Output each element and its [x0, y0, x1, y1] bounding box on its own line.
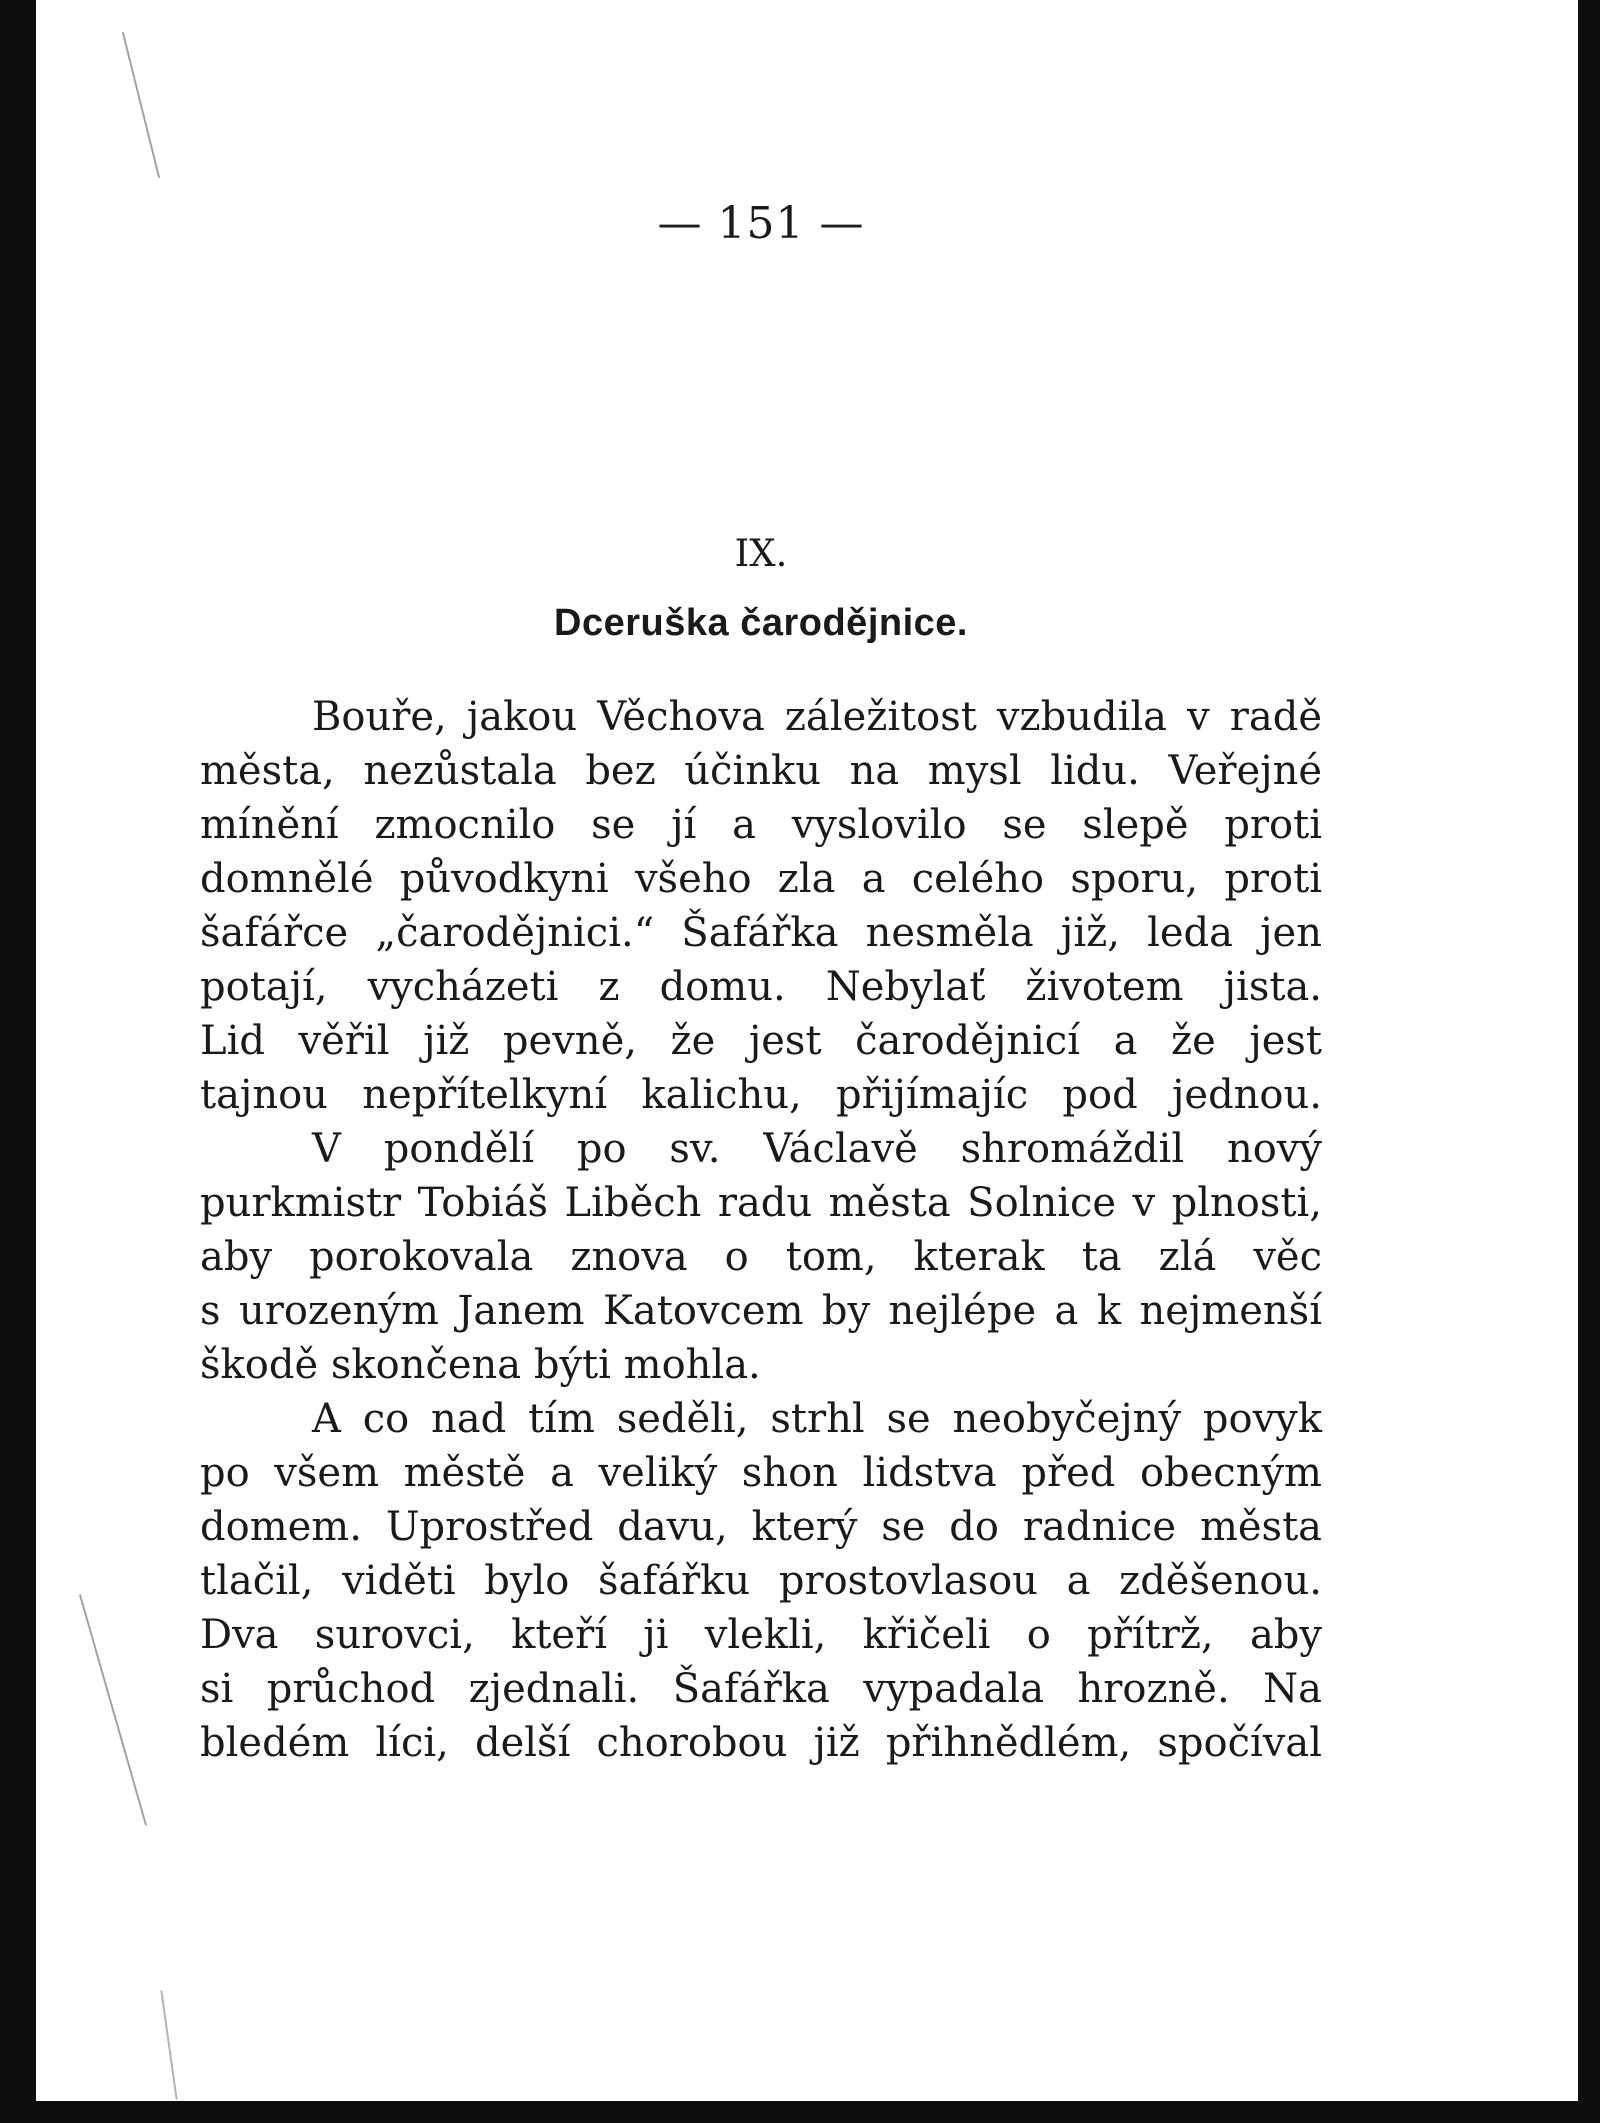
- text-line: Lid věřil již pevně, že jest čarodějnicí a že jest: [200, 1018, 1322, 1064]
- text-line: domnělé původkyni všeho zla a celého sporu, proti: [200, 856, 1322, 902]
- text-line: si průchod zjednali. Šafářka vypadala hrozně. Na: [200, 1666, 1322, 1712]
- text-line: mínění zmocnilo se jí a vyslovilo se slepě proti: [200, 802, 1322, 848]
- scan-border-left: [0, 0, 36, 2123]
- text-line: škodě skončena býti mohla.: [200, 1342, 761, 1388]
- text-line: tlačil, viděti bylo šafářku prostovlasou a zděšenou.: [200, 1558, 1322, 1604]
- text-line: Dva surovci, kteří ji vlekli, křičeli o přítrž, aby: [200, 1612, 1322, 1658]
- page-number: — 151 —: [657, 198, 865, 249]
- text-line: domem. Uprostřed davu, který se do radnice města: [200, 1504, 1322, 1550]
- text-line: s urozeným Janem Katovcem by nejlépe a k nejmenší: [200, 1288, 1322, 1334]
- text-line: aby porokovala znova o tom, kterak ta zlá věc: [200, 1234, 1322, 1280]
- text-line: po všem městě a veliký shon lidstva před obecným: [200, 1450, 1322, 1496]
- text-line: tajnou nepřítelkyní kalichu, přijímajíc pod jednou.: [200, 1072, 1322, 1118]
- text-line: bledém líci, delší chorobou již přihnědlém, spočíval: [200, 1720, 1322, 1766]
- text-line: města, nezůstala bez účinku na mysl lidu. Veřejné: [200, 748, 1322, 794]
- text-line: šafářce „čarodějnici.“ Šafářka nesměla již, leda jen: [200, 910, 1322, 956]
- text-line: Bouře, jakou Věchova záležitost vzbudila v radě: [312, 694, 1322, 740]
- book-page: [200, 0, 1322, 2100]
- chapter-number: IX.: [734, 532, 788, 575]
- scan-artifact-line: [79, 1594, 147, 1825]
- chapter-title: Dceruška čarodějnice.: [554, 602, 968, 644]
- scan-border-right: [1578, 0, 1600, 2123]
- text-line: purkmistr Tobiáš Liběch radu města Solnice v plnosti,: [200, 1180, 1322, 1226]
- scan-artifact-line: [122, 32, 160, 178]
- text-line: V pondělí po sv. Václavě shromáždil nový: [312, 1126, 1322, 1172]
- scan-border-bottom: [0, 2101, 1600, 2123]
- text-line: potají, vycházeti z domu. Nebylať životem jista.: [200, 964, 1322, 1010]
- body-text: [200, 690, 1322, 1770]
- scan-artifact-line: [160, 1990, 177, 2099]
- text-line: A co nad tím seděli, strhl se neobyčejný povyk: [312, 1396, 1322, 1442]
